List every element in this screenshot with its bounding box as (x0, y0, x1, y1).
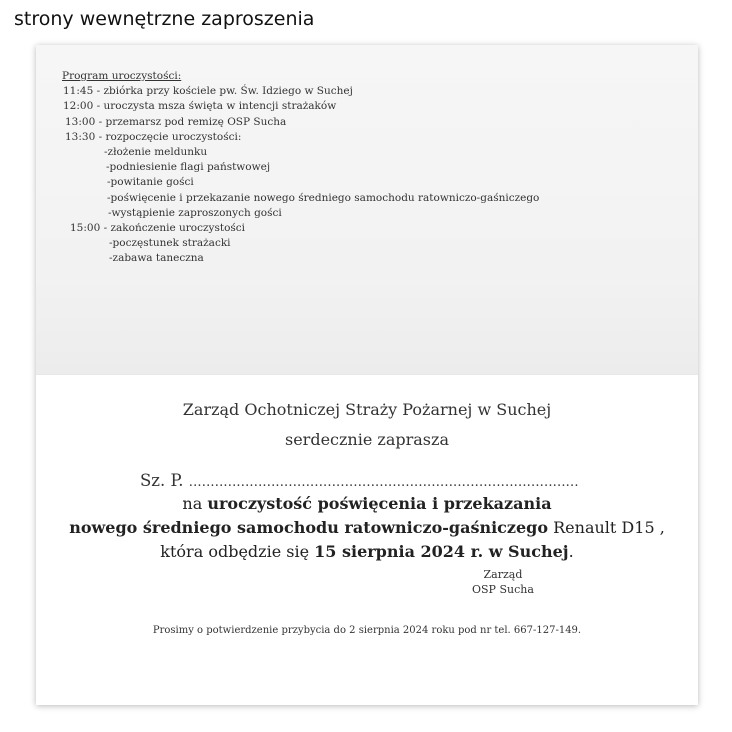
salutation-line (140, 471, 579, 490)
program-subline: -wystąpienie zaproszonych gości (108, 206, 282, 219)
event-text: Renault D15 , (548, 518, 665, 537)
event-description (36, 492, 698, 564)
organization-name: Zarząd Ochotniczej Straży Pożarnej w Suchej (182, 400, 552, 419)
invitation-card (36, 45, 698, 705)
program-line: 13:30 - rozpoczęcie uroczystości: (65, 130, 242, 143)
signoff (472, 567, 534, 597)
signoff-line: OSP Sucha (472, 583, 534, 596)
top-panel (36, 45, 698, 375)
event-bold: nowego średniego samochodu ratowniczo-gaśniczego (69, 518, 549, 537)
program-subline: -złożenie meldunku (104, 146, 208, 159)
program-title: Program uroczystości: (62, 70, 182, 82)
rsvp-note: Prosimy o potwierdzenie przybycia do 2 sierpnia 2024 roku pod nr tel. 667-127-149. (152, 625, 582, 636)
signoff-line: Zarząd (483, 568, 523, 581)
event-text: . (568, 542, 574, 561)
program-line: 13:00 - przemarsz pod remizę OSP Sucha (65, 115, 287, 128)
invites-text: serdecznie zaprasza (285, 430, 449, 449)
event-text: która odbędzie się (160, 542, 315, 561)
program-subline: -poczęstunek strażacki (109, 237, 231, 250)
event-line-3 (36, 540, 698, 564)
name-dots: .......................................................................................... (188, 475, 579, 490)
salutation: Sz. P. (140, 471, 184, 490)
program-line: 11:45 - zbiórka przy kościele pw. Św. Idziego w Suchej (63, 85, 353, 98)
program-line: 15:00 - zakończenie uroczystości (70, 222, 246, 235)
event-line-2 (36, 516, 698, 540)
program-subline: -zabawa taneczna (109, 252, 204, 265)
program-line: 12:00 - uroczysta msza święta w intencji strażaków (63, 100, 337, 113)
event-line-1 (36, 492, 698, 516)
program-block (62, 69, 539, 267)
page-caption: strony wewnętrzne zaproszenia (14, 8, 315, 30)
event-text: na (182, 494, 208, 513)
program-subline: -poświęcenie i przekazanie nowego średniego samochodu ratowniczo-gaśniczego (107, 191, 540, 204)
event-bold: 15 sierpnia 2024 r. w Suchej (314, 542, 569, 561)
event-bold: uroczystość poświęcenia i przekazania (207, 494, 552, 513)
program-subline: -podniesienie flagi państwowej (106, 161, 271, 174)
program-subline: -powitanie gości (107, 176, 194, 189)
